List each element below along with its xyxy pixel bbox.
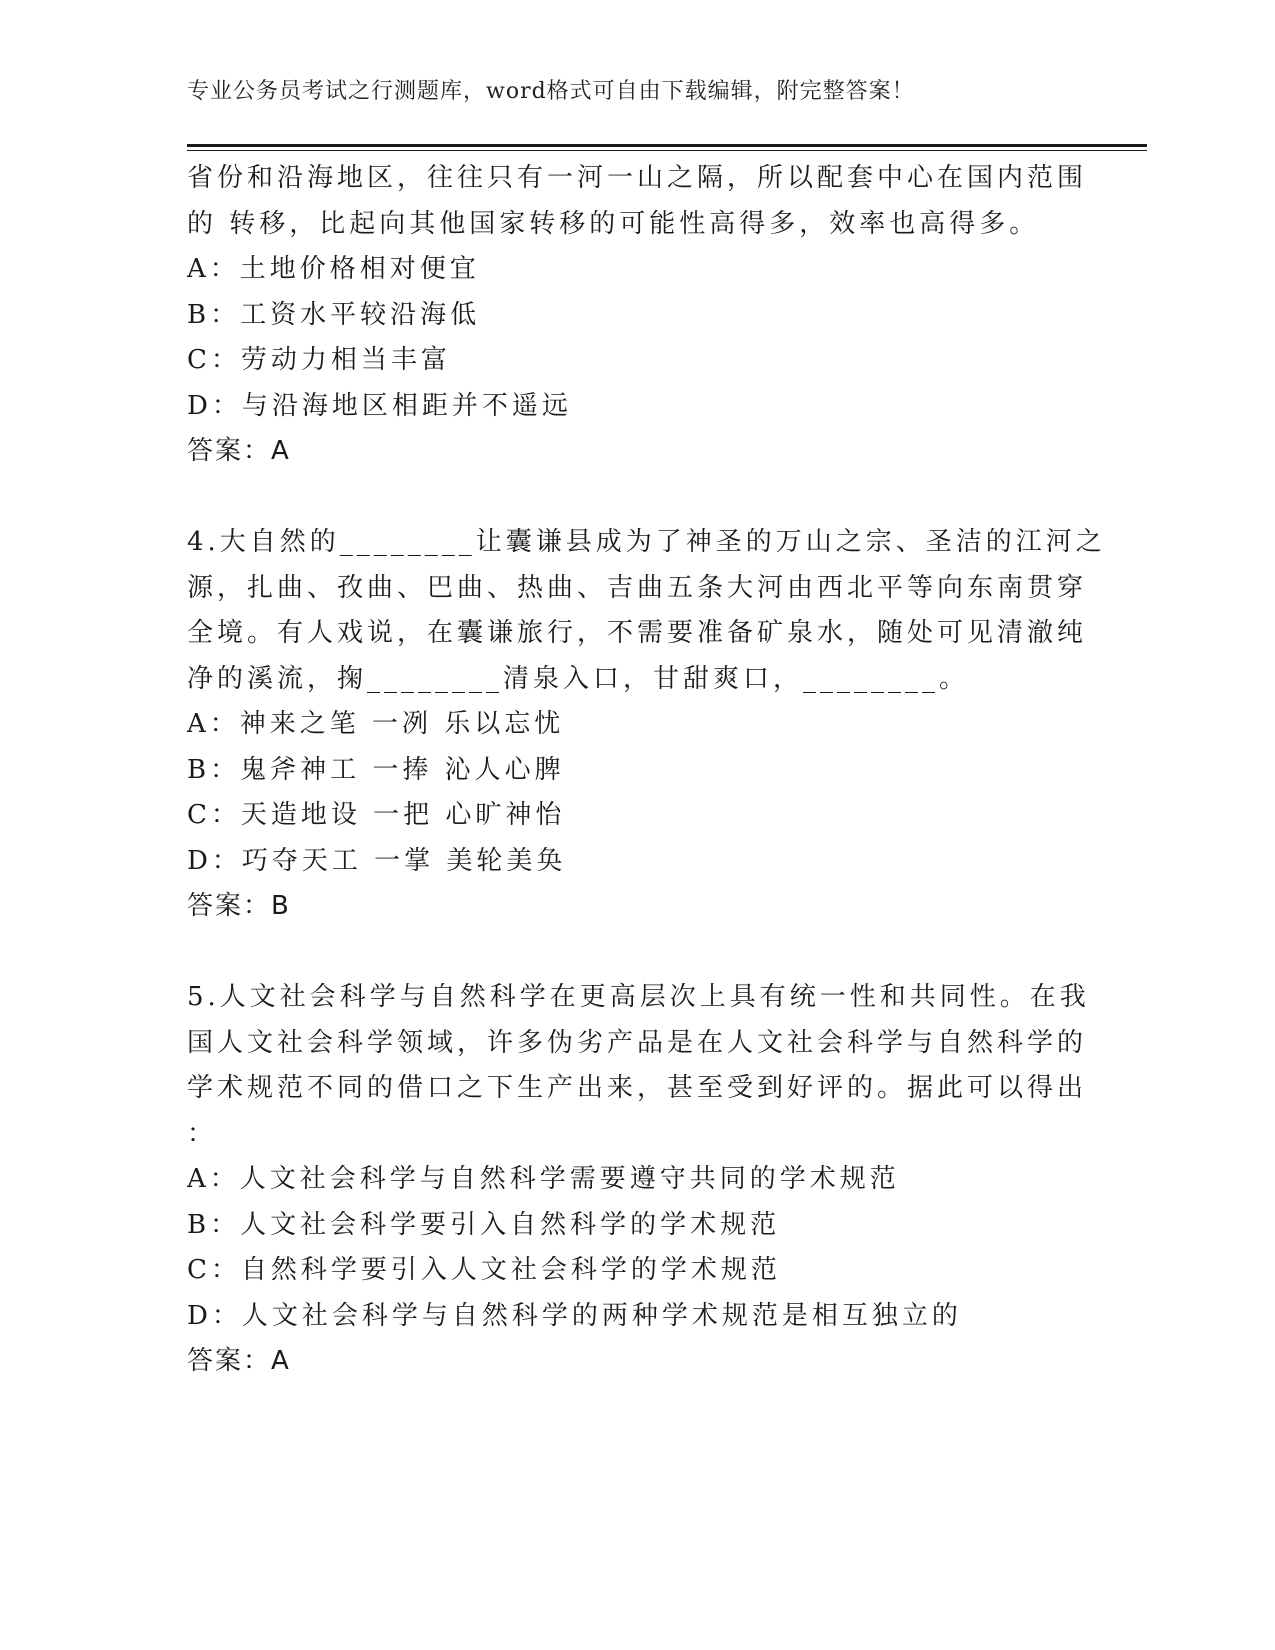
question-text-line: 5.人文社会科学与自然科学在更高层次上具有统一性和共同性。在我	[187, 982, 1090, 1012]
question-content	[187, 156, 1106, 1385]
option-b: B：人文社会科学要引入自然科学的学术规范	[187, 1209, 781, 1240]
option-c: C：劳动力相当丰富	[187, 345, 451, 375]
option-a: A：土地价格相对便宜	[187, 254, 480, 284]
header-rule-thin	[187, 150, 1147, 151]
question-text-line: 省份和沿海地区，往往只有一河一山之隔，所以配套中心在国内范围	[187, 163, 1088, 193]
option-d: D：人文社会科学与自然科学的两种学术规范是相互独立的	[187, 1300, 962, 1331]
answer-label: 答案：A	[187, 1346, 291, 1376]
option-a: A：神来之笔 一冽 乐以忘忧	[187, 709, 565, 739]
option-c: C：自然科学要引入人文社会科学的学术规范	[187, 1255, 781, 1285]
question-text-line: 全境。有人戏说，在囊谦旅行，不需要准备矿泉水，随处可见清澈纯	[187, 618, 1088, 648]
question-3	[187, 156, 1088, 475]
answer-label: 答案：A	[187, 436, 291, 466]
page-header: 专业公务员考试之行测题库，word格式可自由下载编辑，附完整答案！	[187, 79, 915, 104]
question-4	[187, 520, 1106, 930]
question-text-line: 4.大自然的________让囊谦县成为了神圣的万山之宗、圣洁的江河之	[187, 527, 1106, 557]
option-b: B：鬼斧神工 一捧 沁人心脾	[187, 754, 565, 785]
question-text-line: ：	[187, 1118, 218, 1149]
option-d: D：巧夺天工 一掌 美轮美奂	[187, 845, 567, 876]
option-d: D：与沿海地区相距并不遥远	[187, 390, 572, 421]
question-text-line: 国人文社会科学领域，许多伪劣产品是在人文社会科学与自然科学的	[187, 1027, 1088, 1058]
option-a: A：人文社会科学与自然科学需要遵守共同的学术规范	[187, 1164, 900, 1194]
question-text-line: 的 转移，比起向其他国家转移的可能性高得多，效率也高得多。	[187, 208, 1040, 239]
header-rule-thick	[187, 144, 1147, 147]
question-text-line: 净的溪流，掬________清泉入口，甘甜爽口，________。	[187, 663, 970, 694]
answer-label: 答案：B	[187, 891, 291, 921]
question-5	[187, 975, 1090, 1385]
question-text-line: 源，扎曲、孜曲、巴曲、热曲、吉曲五条大河由西北平等向东南贯穿	[187, 572, 1088, 603]
question-text-line: 学术规范不同的借口之下生产出来，甚至受到好评的。据此可以得出	[187, 1073, 1088, 1103]
option-b: B：工资水平较沿海低	[187, 299, 481, 330]
option-c: C：天造地设 一把 心旷神怡	[187, 800, 566, 830]
